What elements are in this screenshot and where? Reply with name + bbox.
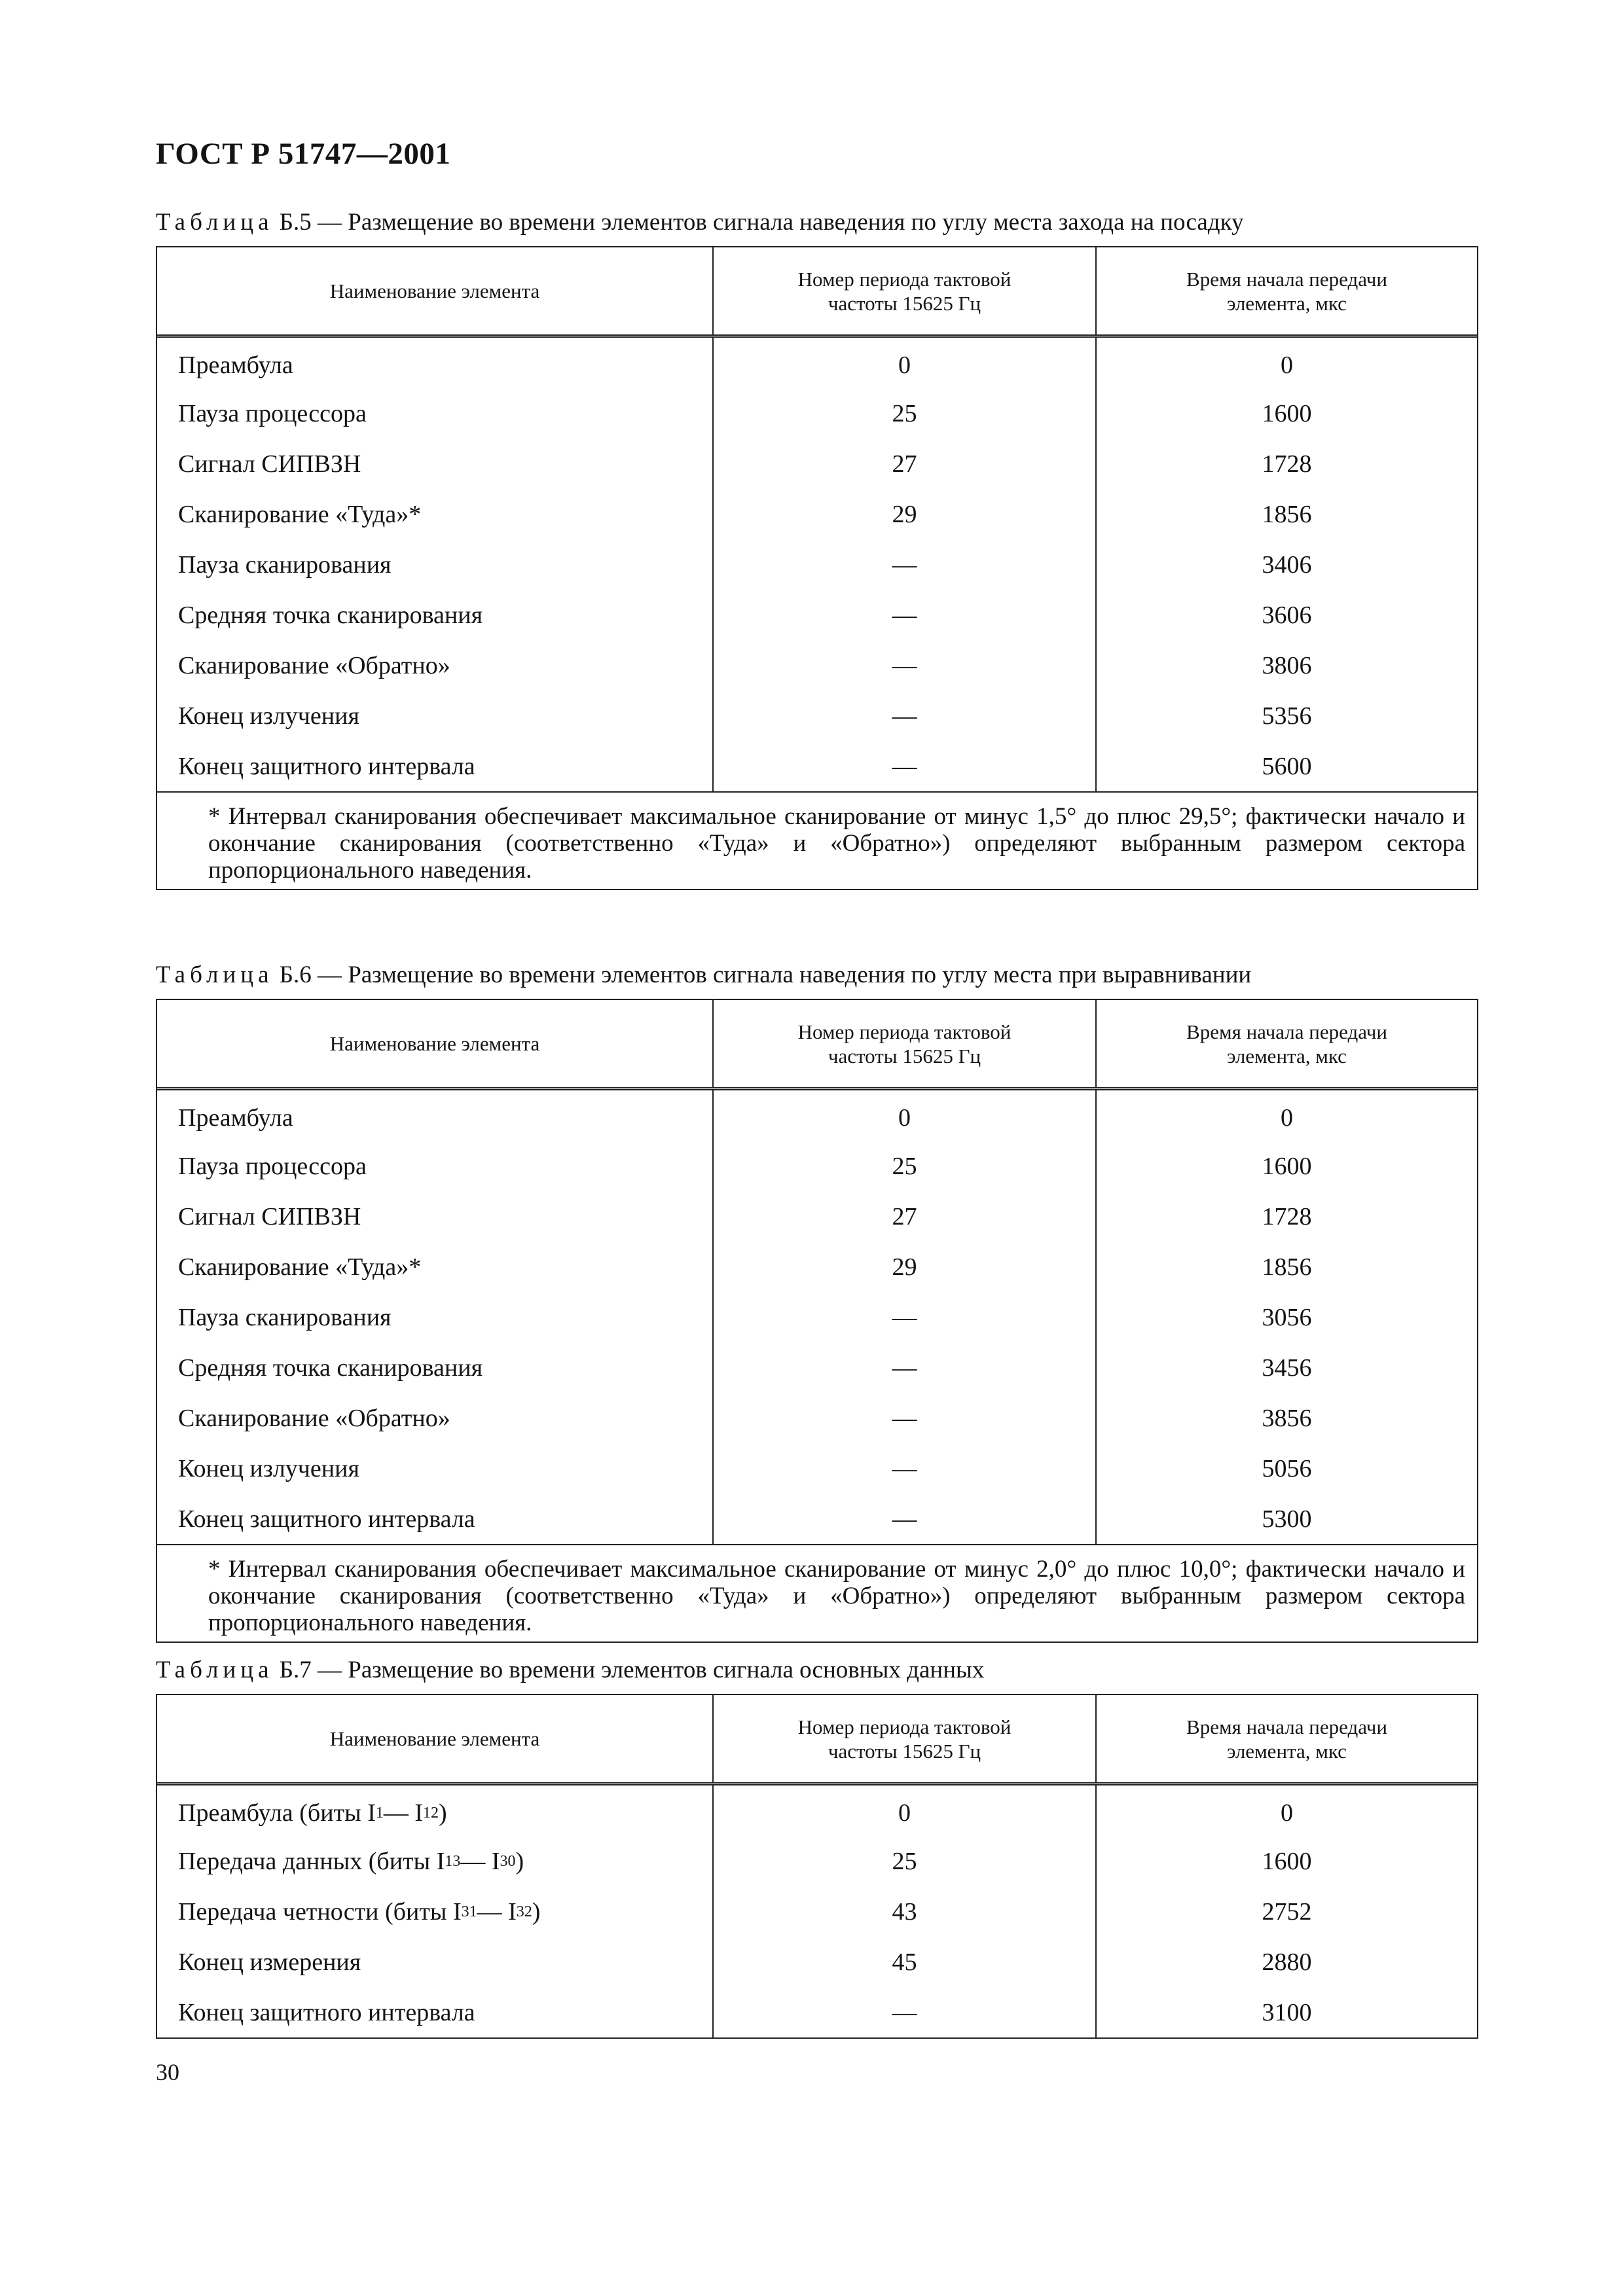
cell-name: Конец излучения [157,691,714,741]
cell-period: — [714,1443,1097,1494]
cell-time: 5356 [1262,702,1312,730]
cell-time: 3456 [1262,1354,1312,1382]
table-row [157,691,1477,741]
cell-name: Преамбула (биты I 1 — I 12 ) [157,1785,714,1836]
cell-name: Сканирование «Туда»* [157,1242,714,1292]
cell-name: Сканирование «Обратно» [157,1393,714,1443]
table-row [157,640,1477,691]
cell-time: 1728 [1262,450,1312,478]
table-row [157,590,1477,640]
header-period: Номер периода тактовой частоты 15625 Гц [714,247,1097,334]
cell-time: 3056 [1262,1303,1312,1331]
cell-time: 5600 [1262,752,1312,780]
cell-name: Пауза процессора [157,388,714,439]
cell-period: 27 [714,439,1097,489]
cell-name: Сканирование «Обратно» [157,640,714,691]
table-row [157,338,1477,388]
table-b6 [156,999,1478,1643]
header-time: Время начала передачи элемента, мкс [1186,1020,1387,1067]
table-row [157,1987,1477,2037]
page-number: 30 [156,2059,179,2085]
table-row [157,1443,1477,1494]
cell-time: 0 [1281,351,1293,379]
cell-time: 1600 [1262,1152,1312,1180]
header-name: Наименование элемента [157,1695,714,1782]
cell-time: 3856 [1262,1404,1312,1432]
cell-name: Конец излучения [157,1443,714,1494]
cell-time: 1856 [1262,500,1312,528]
header-period: Номер периода тактовой частоты 15625 Гц [714,1695,1097,1782]
cell-period: 45 [714,1937,1097,1987]
table-row [157,1494,1477,1544]
cell-period: — [714,741,1097,791]
cell-time: 0 [1281,1799,1293,1827]
cell-period: — [714,539,1097,590]
table-row [157,1242,1477,1292]
table-header [157,1000,1477,1090]
cell-period: 0 [714,1785,1097,1836]
cell-name: Передача данных (биты I 13 — I 30 ) [157,1836,714,1886]
header-period: Номер периода тактовой частоты 15625 Гц [714,1000,1097,1087]
cell-period: — [714,691,1097,741]
cell-name: Конец защитного интервала [157,1494,714,1544]
cell-time: 0 [1281,1103,1293,1132]
table-row [157,1886,1477,1937]
cell-name: Преамбула [157,338,714,388]
cell-time: 1728 [1262,1202,1312,1230]
cell-name: Пауза сканирования [157,1292,714,1342]
cell-period: — [714,1342,1097,1393]
cell-time: 2752 [1262,1897,1312,1926]
cell-time: 1856 [1262,1253,1312,1281]
table-row [157,1393,1477,1443]
cell-name: Конец защитного интервала [157,1987,714,2037]
cell-time: 1600 [1262,399,1312,427]
cell-period: 27 [714,1191,1097,1242]
table-row [157,388,1477,439]
cell-period: 25 [714,388,1097,439]
cell-period: — [714,1987,1097,2037]
cell-name: Пауза сканирования [157,539,714,590]
table-row [157,1937,1477,1987]
cell-period: 29 [714,489,1097,539]
table-row [157,1141,1477,1191]
cell-time: 5056 [1262,1454,1312,1482]
cell-time: 3606 [1262,601,1312,629]
cell-name: Конец защитного интервала [157,741,714,791]
header-name: Наименование элемента [157,1000,714,1087]
cell-period: 0 [714,1090,1097,1141]
cell-name: Пауза процессора [157,1141,714,1191]
cell-period: — [714,1292,1097,1342]
table-row [157,1191,1477,1242]
cell-time: 2880 [1262,1948,1312,1976]
cell-period: — [714,640,1097,691]
table-row [157,1292,1477,1342]
cell-name: Сигнал СИПВЗН [157,1191,714,1242]
table-row [157,1836,1477,1886]
header-time: Время начала передачи элемента, мкс [1186,1715,1387,1763]
table-row [157,1090,1477,1141]
cell-period: 0 [714,338,1097,388]
table-row [157,1342,1477,1393]
header-time: Время начала передачи элемента, мкс [1186,267,1387,315]
cell-period: 25 [714,1836,1097,1886]
cell-period: 29 [714,1242,1097,1292]
cell-period: — [714,1494,1097,1544]
table-row [157,1785,1477,1836]
table-row [157,489,1477,539]
cell-time: 5300 [1262,1505,1312,1533]
cell-period: 43 [714,1886,1097,1937]
table-header [157,247,1477,338]
cell-name: Конец измерения [157,1937,714,1987]
cell-name: Средняя точка сканирования [157,590,714,640]
table-b7-caption: Таблица Б.7 — Размещение во времени элементов сигнала основных данных [156,1657,985,1683]
cell-period: 25 [714,1141,1097,1191]
cell-period: — [714,590,1097,640]
table-b5-caption: Таблица Б.5 — Размещение во времени элементов сигнала наведения по углу места захода на посадку [156,209,1244,236]
table-b5 [156,246,1478,890]
table-footnote: * Интервал сканирования обеспечивает максимальное сканирование от минус 2,0° до плюс 10,0°; фактически начало и окончание сканирования (соответственно «Туда» и «Обратно») определяют выбранным размером сектора пропорционального наведения. [157,1544,1477,1641]
table-b7 [156,1694,1478,2039]
cell-name: Сигнал СИПВЗН [157,439,714,489]
table-row [157,741,1477,791]
header-name: Наименование элемента [157,247,714,334]
cell-name: Преамбула [157,1090,714,1141]
cell-period: — [714,1393,1097,1443]
table-row [157,539,1477,590]
cell-time: 1600 [1262,1847,1312,1875]
table-b6-caption: Таблица Б.6 — Размещение во времени элементов сигнала наведения по углу места при выравнивании [156,961,1252,988]
cell-name: Сканирование «Туда»* [157,489,714,539]
cell-name: Средняя точка сканирования [157,1342,714,1393]
table-header [157,1695,1477,1785]
cell-time: 3406 [1262,550,1312,579]
cell-time: 3100 [1262,1998,1312,2026]
document-title: ГОСТ Р 51747—2001 [156,137,451,171]
table-footnote: * Интервал сканирования обеспечивает максимальное сканирование от минус 1,5° до плюс 29,5°; фактически начало и окончание сканирования (соответственно «Туда» и «Обратно») определяют выбранным размером сектора пропорционального наведения. [157,791,1477,889]
table-row [157,439,1477,489]
cell-name: Передача четности (биты I 31 — I 32 ) [157,1886,714,1937]
cell-time: 3806 [1262,651,1312,679]
